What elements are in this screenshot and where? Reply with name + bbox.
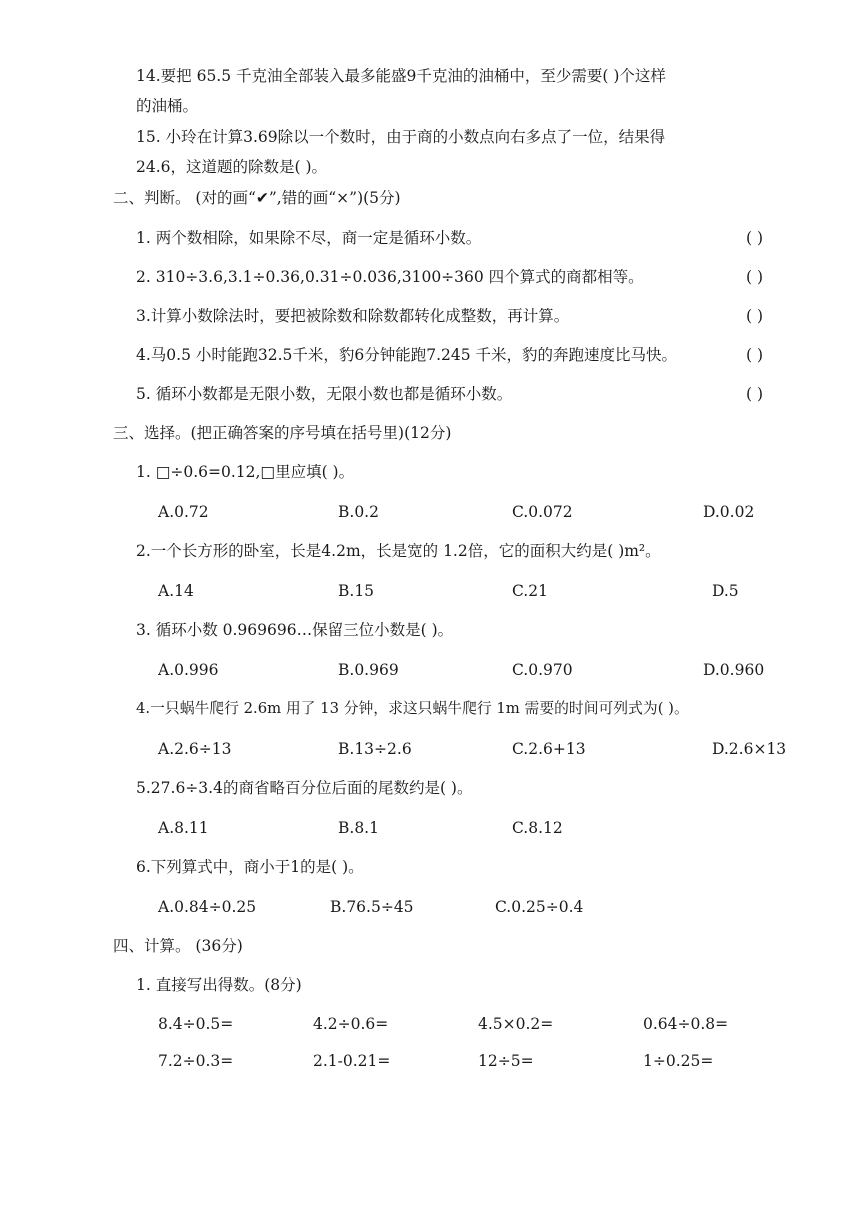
judge-answer-blank-2[interactable]: ( )	[746, 268, 764, 286]
judge-answer-blank-1[interactable]: ( )	[746, 229, 764, 247]
calc-item-8: 1÷0.25=	[643, 1052, 714, 1070]
choice-3-option-c[interactable]: C.0.970	[512, 661, 573, 679]
question-15-line-1: 15. 小玲在计算3.69除以一个数时，由于商的小数点向右多点了一位，结果得	[136, 128, 666, 146]
judge-item-4: 4.马0.5 小时能跑32.5千米，豹6分钟能跑7.245 千米，豹的奔跑速度比马快。	[136, 346, 678, 364]
judge-item-5: 5. 循环小数都是无限小数，无限小数也都是循环小数。	[136, 385, 513, 403]
choice-4-option-d[interactable]: D.2.6×13	[712, 740, 787, 758]
choice-5-option-a[interactable]: A.8.11	[158, 819, 209, 837]
choice-3-option-b[interactable]: B.0.969	[338, 661, 399, 679]
section-4-title: 四、计算。 (36分)	[113, 937, 243, 955]
choice-4-option-c[interactable]: C.2.6+13	[512, 740, 586, 758]
choice-1-option-a[interactable]: A.0.72	[158, 503, 209, 521]
choice-3-option-d[interactable]: D.0.960	[703, 661, 765, 679]
question-14-line-2: 的油桶。	[136, 97, 199, 115]
choice-question-5: 5.27.6÷3.4的商省略百分位后面的尾数约是( )。	[136, 779, 473, 797]
choice-question-3: 3. 循环小数 0.969696…保留三位小数是( )。	[136, 621, 454, 639]
section-3-title: 三、选择。(把正确答案的序号填在括号里)(12分)	[113, 424, 452, 442]
calc-item-7: 12÷5=	[478, 1052, 534, 1070]
choice-5-option-b[interactable]: B.8.1	[338, 819, 379, 837]
choice-4-option-a[interactable]: A.2.6÷13	[158, 740, 232, 758]
choice-5-option-c[interactable]: C.8.12	[512, 819, 563, 837]
calc-item-3: 4.5×0.2=	[478, 1015, 554, 1033]
calc-item-6: 2.1-0.21=	[313, 1052, 391, 1070]
choice-4-option-b[interactable]: B.13÷2.6	[338, 740, 412, 758]
judge-item-2: 2. 310÷3.6,3.1÷0.36,0.31÷0.036,3100÷360 四个算式的商都相等。	[136, 268, 644, 286]
judge-answer-blank-3[interactable]: ( )	[746, 307, 764, 325]
choice-1-option-c[interactable]: C.0.072	[512, 503, 573, 521]
calc-item-5: 7.2÷0.3=	[158, 1052, 234, 1070]
choice-question-4: 4.一只蜗牛爬行 2.6m 用了 13 分钟，求这只蜗牛爬行 1m 需要的时间可列式为( )。	[136, 700, 689, 717]
choice-6-option-a[interactable]: A.0.84÷0.25	[158, 898, 257, 916]
calc-item-1: 8.4÷0.5=	[158, 1015, 234, 1033]
choice-6-option-b[interactable]: B.76.5÷45	[330, 898, 414, 916]
judge-answer-blank-5[interactable]: ( )	[746, 385, 764, 403]
calc-item-2: 4.2÷0.6=	[313, 1015, 389, 1033]
judge-item-3: 3.计算小数除法时，要把被除数和除数都转化成整数，再计算。	[136, 307, 570, 325]
choice-1-option-d[interactable]: D.0.02	[703, 503, 755, 521]
question-14-line-1: 14.要把 65.5 千克油全部装入最多能盛9千克油的油桶中，至少需要( )个这样	[136, 67, 666, 85]
judge-item-1: 1. 两个数相除，如果除不尽，商一定是循环小数。	[136, 229, 482, 247]
calc-item-4: 0.64÷0.8=	[643, 1015, 729, 1033]
section-4-subtitle-1: 1. 直接写出得数。(8分)	[136, 976, 302, 994]
choice-question-1: 1. □÷0.6=0.12,□里应填( )。	[136, 463, 355, 481]
judge-answer-blank-4[interactable]: ( )	[746, 346, 764, 364]
choice-question-2: 2.一个长方形的卧室，长是4.2m，长是宽的 1.2倍，它的面积大约是( )m²。	[136, 542, 661, 560]
choice-2-option-b[interactable]: B.15	[338, 582, 375, 600]
choice-2-option-a[interactable]: A.14	[158, 582, 194, 600]
choice-2-option-c[interactable]: C.21	[512, 582, 548, 600]
choice-3-option-a[interactable]: A.0.996	[158, 661, 219, 679]
choice-6-option-c[interactable]: C.0.25÷0.4	[495, 898, 584, 916]
question-15-line-2: 24.6，这道题的除数是( )。	[136, 158, 328, 176]
choice-2-option-d[interactable]: D.5	[712, 582, 739, 600]
choice-1-option-b[interactable]: B.0.2	[338, 503, 379, 521]
choice-question-6: 6.下列算式中，商小于1的是( )。	[136, 858, 364, 876]
section-2-title: 二、判断。 (对的画“✔”,错的画“×”)(5分)	[113, 189, 401, 207]
